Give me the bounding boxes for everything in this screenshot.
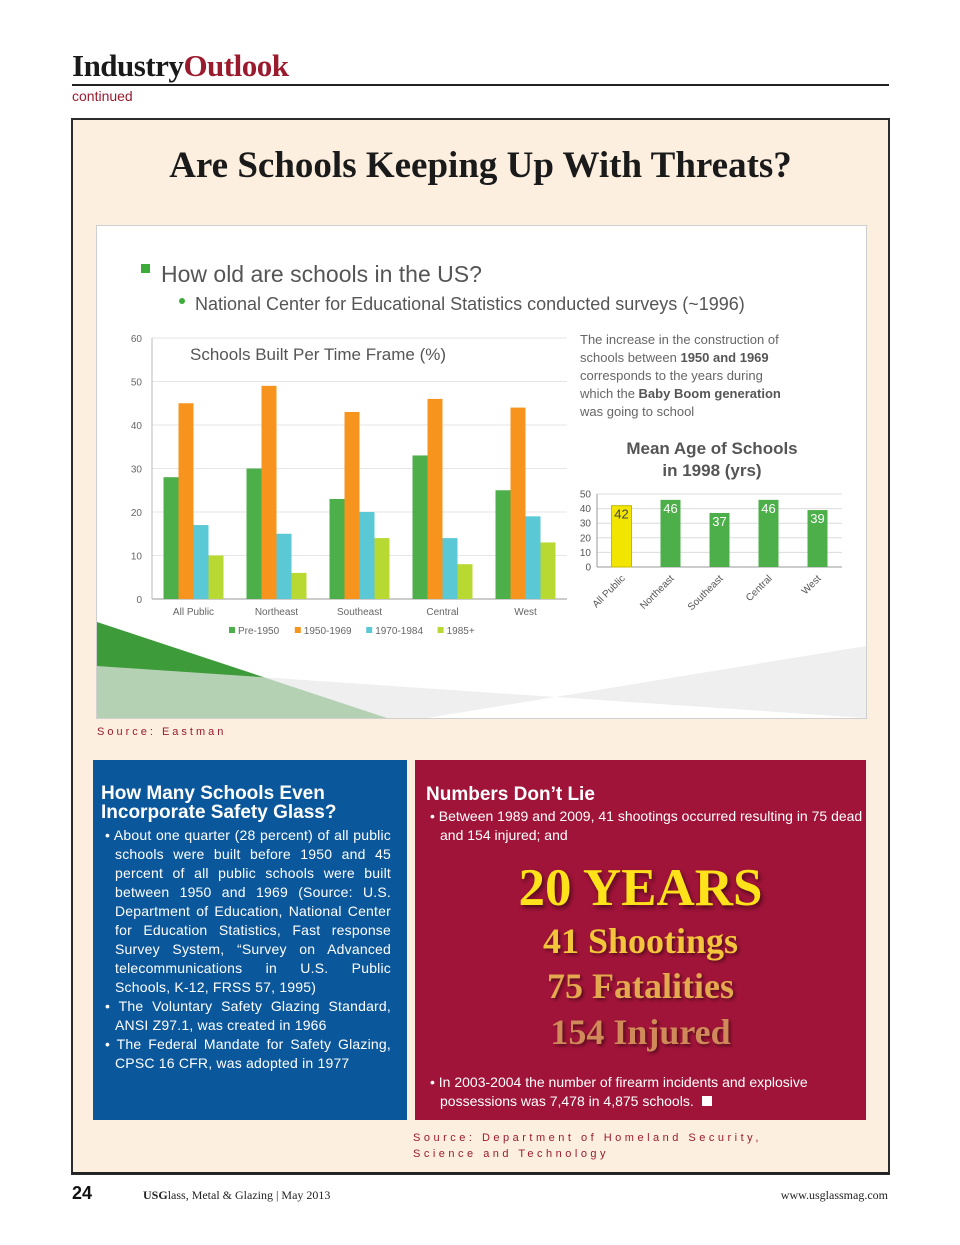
source-dhs-line2: Science and Technology bbox=[413, 1148, 610, 1160]
chart1-legend-swatch bbox=[229, 627, 235, 633]
feature-panel bbox=[71, 118, 890, 1175]
slide-subheading: National Center for Educational Statistics conducted surveys (~1996) bbox=[195, 294, 745, 314]
chart2-ytick-label: 10 bbox=[579, 547, 591, 559]
chart1-bar bbox=[164, 477, 179, 599]
chart1-plot bbox=[131, 334, 567, 637]
chart2-data-label: 42 bbox=[614, 506, 629, 522]
chart2-xtick-label: West bbox=[799, 573, 824, 598]
page-number: 24 bbox=[72, 1183, 93, 1203]
chart1-ytick-label: 10 bbox=[130, 551, 142, 563]
note-bold-years: 1950 and 1969 bbox=[680, 350, 769, 365]
chart1-bar bbox=[443, 538, 458, 599]
section-subtitle: continued bbox=[72, 88, 133, 104]
chart2-ytick-label: 20 bbox=[579, 533, 591, 545]
chart2-title-line1: Mean Age of Schools bbox=[626, 439, 798, 458]
note-line-1: The increase in the construction of bbox=[580, 332, 779, 347]
safety-glass-heading: How Many Schools Even Incorporate Safety Glass? bbox=[101, 783, 337, 823]
chart1-bar bbox=[209, 556, 224, 600]
chart1-xtick-label: All Public bbox=[172, 607, 215, 618]
chart1-bar bbox=[277, 534, 292, 599]
chart2-xtick-label: All Public bbox=[590, 573, 628, 611]
chart1-legend-swatch bbox=[295, 627, 301, 633]
chart2-title-line2: in 1998 (yrs) bbox=[662, 461, 762, 480]
chart1-bar bbox=[330, 499, 345, 599]
chart1-xtick-label: Southeast bbox=[336, 607, 383, 618]
stat-years: 20 YEARS bbox=[518, 859, 763, 917]
note-line-5: was going to school bbox=[580, 404, 695, 419]
source-dhs-line1: Source: Department of Homeland Security, bbox=[413, 1132, 762, 1144]
website-url: www.usglassmag.com bbox=[780, 1188, 888, 1202]
chart1-bar bbox=[360, 512, 375, 599]
chart2-xtick-label: Northeast bbox=[638, 573, 677, 612]
slide-graphic bbox=[97, 226, 866, 718]
note-line-4-text: which the bbox=[580, 386, 635, 401]
numbers-heading: Numbers Don’t Lie bbox=[426, 784, 595, 805]
chart1-ytick-label: 0 bbox=[136, 595, 142, 606]
numbers-box bbox=[415, 760, 866, 1120]
chart1-bar bbox=[247, 469, 262, 600]
safety-glass-list bbox=[101, 826, 391, 1073]
chart2-plot bbox=[580, 490, 842, 613]
safety-glass-bullet-2: • The Voluntary Safety Glazing Standard, ANSI Z97.1, was created in 1966 bbox=[101, 997, 391, 1035]
chart2-ytick-label: 30 bbox=[579, 518, 591, 530]
stat-injured: 154 Injured bbox=[550, 1012, 731, 1052]
numbers-bullet-1: • Between 1989 and 2009, 41 shootings occurred resulting in 75 dead and 154 injured; and bbox=[426, 807, 870, 845]
chart1-bar bbox=[541, 542, 556, 599]
stat-fatalities: 75 Fatalities bbox=[547, 966, 734, 1006]
chart1-ytick-label: 20 bbox=[130, 508, 142, 519]
section-title-part2: Outlook bbox=[183, 48, 289, 83]
note-bold-boom: Baby Boom generation bbox=[638, 386, 781, 401]
end-square-icon bbox=[702, 1096, 712, 1106]
publication-name-bold: USG bbox=[143, 1188, 168, 1202]
chart1-ytick-label: 30 bbox=[130, 464, 142, 476]
chart1-xtick-label: Central bbox=[426, 607, 459, 618]
section-title-part1: Industry bbox=[72, 48, 184, 83]
chart1-legend-label: 1950-1969 bbox=[303, 626, 352, 637]
source-eastman: Source: Eastman bbox=[97, 726, 227, 738]
chart1-bar bbox=[179, 403, 194, 599]
chart1-bar bbox=[262, 386, 277, 599]
chart1-ytick-label: 60 bbox=[130, 334, 142, 345]
chart1-legend-label: 1985+ bbox=[446, 626, 475, 637]
chart1-ytick-label: 50 bbox=[130, 377, 142, 389]
chart1-xtick-label: West bbox=[514, 607, 537, 618]
safety-glass-bullet-1: • About one quarter (28 percent) of all public schools were built before 1950 and 45 percent of all public schools were built between 1950 and 1969 (Source: U.S. Department of Education, National Center for Education Statistics, Fast response Survey System, “Survey on Advanced telecommunications in U.S. Public Schools, K-12, FRSS 57, 1995) bbox=[101, 826, 391, 997]
chart2-data-label: 46 bbox=[663, 500, 678, 516]
chart1-bar bbox=[511, 408, 526, 599]
footer-rule bbox=[72, 1172, 889, 1174]
slide-heading: How old are schools in the US? bbox=[161, 261, 482, 287]
safety-glass-bullet-3: • The Federal Mandate for Safety Glazing, CPSC 16 CFR, was adopted in 1977 bbox=[101, 1035, 391, 1073]
chart1-bar bbox=[458, 564, 473, 599]
numbers-bullet-2 bbox=[426, 1073, 870, 1111]
note-line-3: corresponds to the years during bbox=[580, 368, 763, 383]
chart1-bar bbox=[375, 538, 390, 599]
chart2-ytick-label: 50 bbox=[579, 489, 591, 501]
chart2-xtick-label: Southeast bbox=[685, 573, 726, 613]
chart1-bar bbox=[526, 516, 541, 599]
chart1-legend-swatch bbox=[366, 627, 372, 633]
header-rule bbox=[72, 84, 889, 86]
chart1-bar bbox=[194, 525, 209, 599]
publication-name bbox=[143, 1188, 330, 1203]
chart2-ytick-label: 0 bbox=[585, 562, 591, 574]
decor-gray-swoosh bbox=[97, 646, 866, 718]
chart1-ytick-label: 40 bbox=[130, 421, 142, 432]
chart1-xtick-label: Northeast bbox=[254, 607, 299, 618]
publication-name-rest: lass, Metal & Glazing bbox=[167, 1188, 273, 1202]
subheading-bullet-icon bbox=[179, 298, 185, 304]
note-line-2 bbox=[580, 350, 769, 365]
heading-bullet-icon bbox=[141, 264, 150, 273]
chart2-data-label: 46 bbox=[761, 500, 776, 516]
chart1-legend-label: Pre-1950 bbox=[238, 626, 280, 637]
chart1-legend-swatch bbox=[438, 627, 444, 633]
chart1-bar bbox=[292, 573, 307, 599]
chart2-data-label: 37 bbox=[712, 513, 727, 529]
source-dhs bbox=[413, 1130, 762, 1162]
chart-slide bbox=[96, 225, 867, 719]
stat-shootings: 41 Shootings bbox=[542, 921, 739, 961]
note-line-2-text: schools between bbox=[580, 350, 677, 365]
footer-separator: | bbox=[276, 1188, 279, 1202]
safety-glass-box bbox=[93, 760, 407, 1120]
chart1-bar bbox=[496, 490, 511, 599]
chart1-title: Schools Built Per Time Frame (%) bbox=[190, 345, 447, 364]
chart1-bar bbox=[345, 412, 360, 599]
chart2-xtick-label: Central bbox=[744, 573, 775, 604]
chart2-data-label: 39 bbox=[810, 511, 825, 527]
chart2-ytick-label: 40 bbox=[579, 504, 591, 516]
note-line-4 bbox=[579, 386, 781, 401]
feature-title: Are Schools Keeping Up With Threats? bbox=[169, 145, 792, 186]
chart1-legend-label: 1970-1984 bbox=[375, 626, 424, 637]
chart1-bar bbox=[413, 455, 428, 599]
issue-date: May 2013 bbox=[281, 1188, 331, 1202]
numbers-bullet-2-text: In 2003-2004 the number of firearm incidents and explosive possessions was 7,478 in 4,875 schools. bbox=[438, 1074, 808, 1109]
chart1-bar bbox=[428, 399, 443, 599]
section-title bbox=[72, 50, 288, 81]
